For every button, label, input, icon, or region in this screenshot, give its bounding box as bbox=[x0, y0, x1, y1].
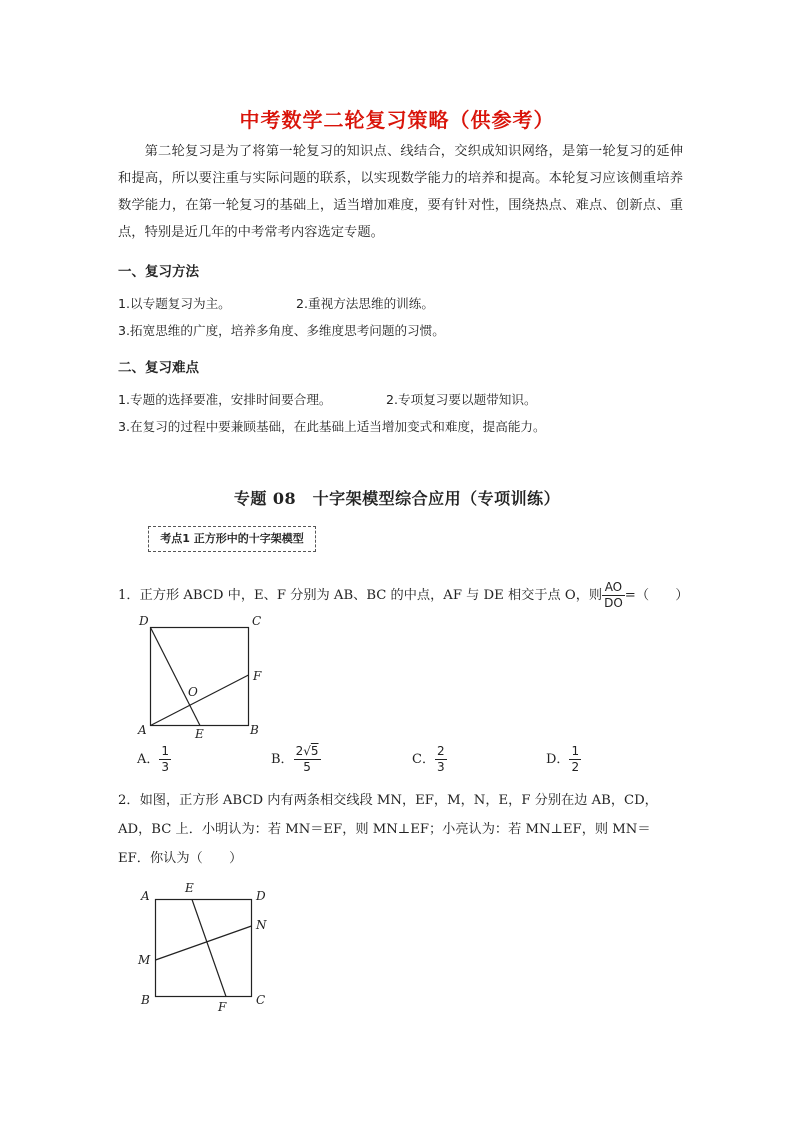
label-m: M bbox=[138, 953, 151, 967]
fraction-denominator: DO bbox=[604, 596, 623, 610]
fraction-numerator: AO bbox=[602, 580, 625, 596]
option-d-numerator: 1 bbox=[571, 744, 580, 758]
option-b-denominator: 5 bbox=[303, 760, 311, 774]
segment-ef bbox=[192, 900, 226, 997]
method-item-1: 1.以专题复习为主。 bbox=[118, 296, 231, 311]
option-d[interactable] bbox=[546, 744, 581, 775]
page-title: 中考数学二轮复习策略（供参考） bbox=[239, 108, 555, 132]
segment-de bbox=[151, 628, 201, 726]
option-c-numerator: 2 bbox=[436, 744, 445, 758]
segment-af bbox=[151, 675, 249, 726]
section-heading-difficulties: 二、复习难点 bbox=[118, 360, 199, 376]
difficulty-item-1: 1.专题的选择要准，安排时间要合理。 bbox=[118, 392, 332, 407]
label-f: F bbox=[253, 669, 262, 683]
option-b-fraction bbox=[294, 744, 321, 775]
topic-title: 专题 08 十字架模型综合应用（专项训练） bbox=[233, 489, 561, 508]
kaodian-label: 考点1 正方形中的十字架模型 bbox=[160, 532, 304, 545]
label-c: C bbox=[252, 614, 262, 628]
option-d-fraction bbox=[569, 744, 581, 775]
label-f: F bbox=[218, 1000, 227, 1014]
option-a-label: A． bbox=[137, 752, 160, 767]
option-c-fraction bbox=[435, 744, 447, 775]
label-d: D bbox=[139, 614, 149, 628]
square-outline bbox=[156, 900, 252, 997]
label-o: O bbox=[188, 685, 198, 699]
option-c-label: C． bbox=[412, 752, 435, 767]
label-d: D bbox=[256, 889, 266, 903]
method-item-3: 3.拓宽思维的广度，培养多角度、多维度思考问题的习惯。 bbox=[118, 323, 445, 338]
difficulty-item-2: 2.专项复习要以题带知识。 bbox=[386, 392, 537, 407]
option-a-fraction bbox=[159, 744, 171, 775]
option-b-coefficient: 2 bbox=[295, 744, 304, 758]
option-d-denominator: 2 bbox=[571, 760, 580, 774]
figure-square-abcd-q2 bbox=[130, 878, 280, 1018]
label-a: A bbox=[141, 889, 150, 903]
ratio-fraction bbox=[602, 580, 625, 611]
answer-blank: =（ ） bbox=[624, 588, 689, 603]
option-b-label: B． bbox=[271, 752, 294, 767]
question-1-text: 1．正方形 ABCD 中，E、F 分别为 AB、BC 的中点，AF 与 DE 相交于点 O，则 bbox=[118, 588, 603, 603]
option-c-denominator: 3 bbox=[436, 760, 445, 774]
option-b[interactable] bbox=[271, 744, 321, 775]
intro-paragraph: 第二轮复习是为了将第一轮复习的知识点、线结合，交织成知识网络，是第一轮复习的延伸和提高，所以要注重与实际问题的联系，以实现数学能力的培养和提高。本轮复习应该侧重培养数学能力，在第一轮复习的基础上，适当增加难度，要有针对性，围绕热点、难点、创新点、重点，特别是近几年的中考常考内容选定专题。 bbox=[118, 144, 683, 240]
kaodian-box bbox=[148, 526, 316, 552]
method-item-2: 2.重视方法思维的训练。 bbox=[296, 296, 434, 311]
label-b: B bbox=[141, 993, 150, 1007]
figure-square-abcd-q1 bbox=[130, 610, 280, 740]
label-c: C bbox=[256, 993, 266, 1007]
option-a-numerator: 1 bbox=[161, 744, 170, 758]
label-a: A bbox=[138, 723, 147, 737]
question-2-text: 2．如图，正方形 ABCD 内有两条相交线段 MN，EF，M，N，E，F 分别在边 AB，CD，AD，BC 上．小明认为：若 MN＝EF，则 MN⊥EF；小亮认为：若 MN⊥EF，则 MN＝EF．你认为（ ） bbox=[118, 793, 658, 866]
difficulty-item-3: 3.在复习的过程中要兼顾基础，在此基础上适当增加变式和难度，提高能力。 bbox=[118, 419, 546, 434]
label-b: B bbox=[250, 723, 259, 737]
option-b-radicand: 5 bbox=[310, 744, 319, 758]
question-1-stem bbox=[118, 580, 689, 611]
square-outline bbox=[151, 628, 249, 726]
section-heading-methods: 一、复习方法 bbox=[118, 264, 199, 280]
option-a[interactable] bbox=[137, 744, 171, 775]
option-a-denominator: 3 bbox=[161, 760, 170, 774]
label-n: N bbox=[256, 918, 267, 932]
option-c[interactable] bbox=[412, 744, 447, 775]
option-d-label: D． bbox=[546, 752, 570, 767]
option-b-numerator: 2√5 bbox=[295, 744, 319, 758]
label-e: E bbox=[185, 881, 194, 895]
label-e: E bbox=[195, 727, 204, 740]
